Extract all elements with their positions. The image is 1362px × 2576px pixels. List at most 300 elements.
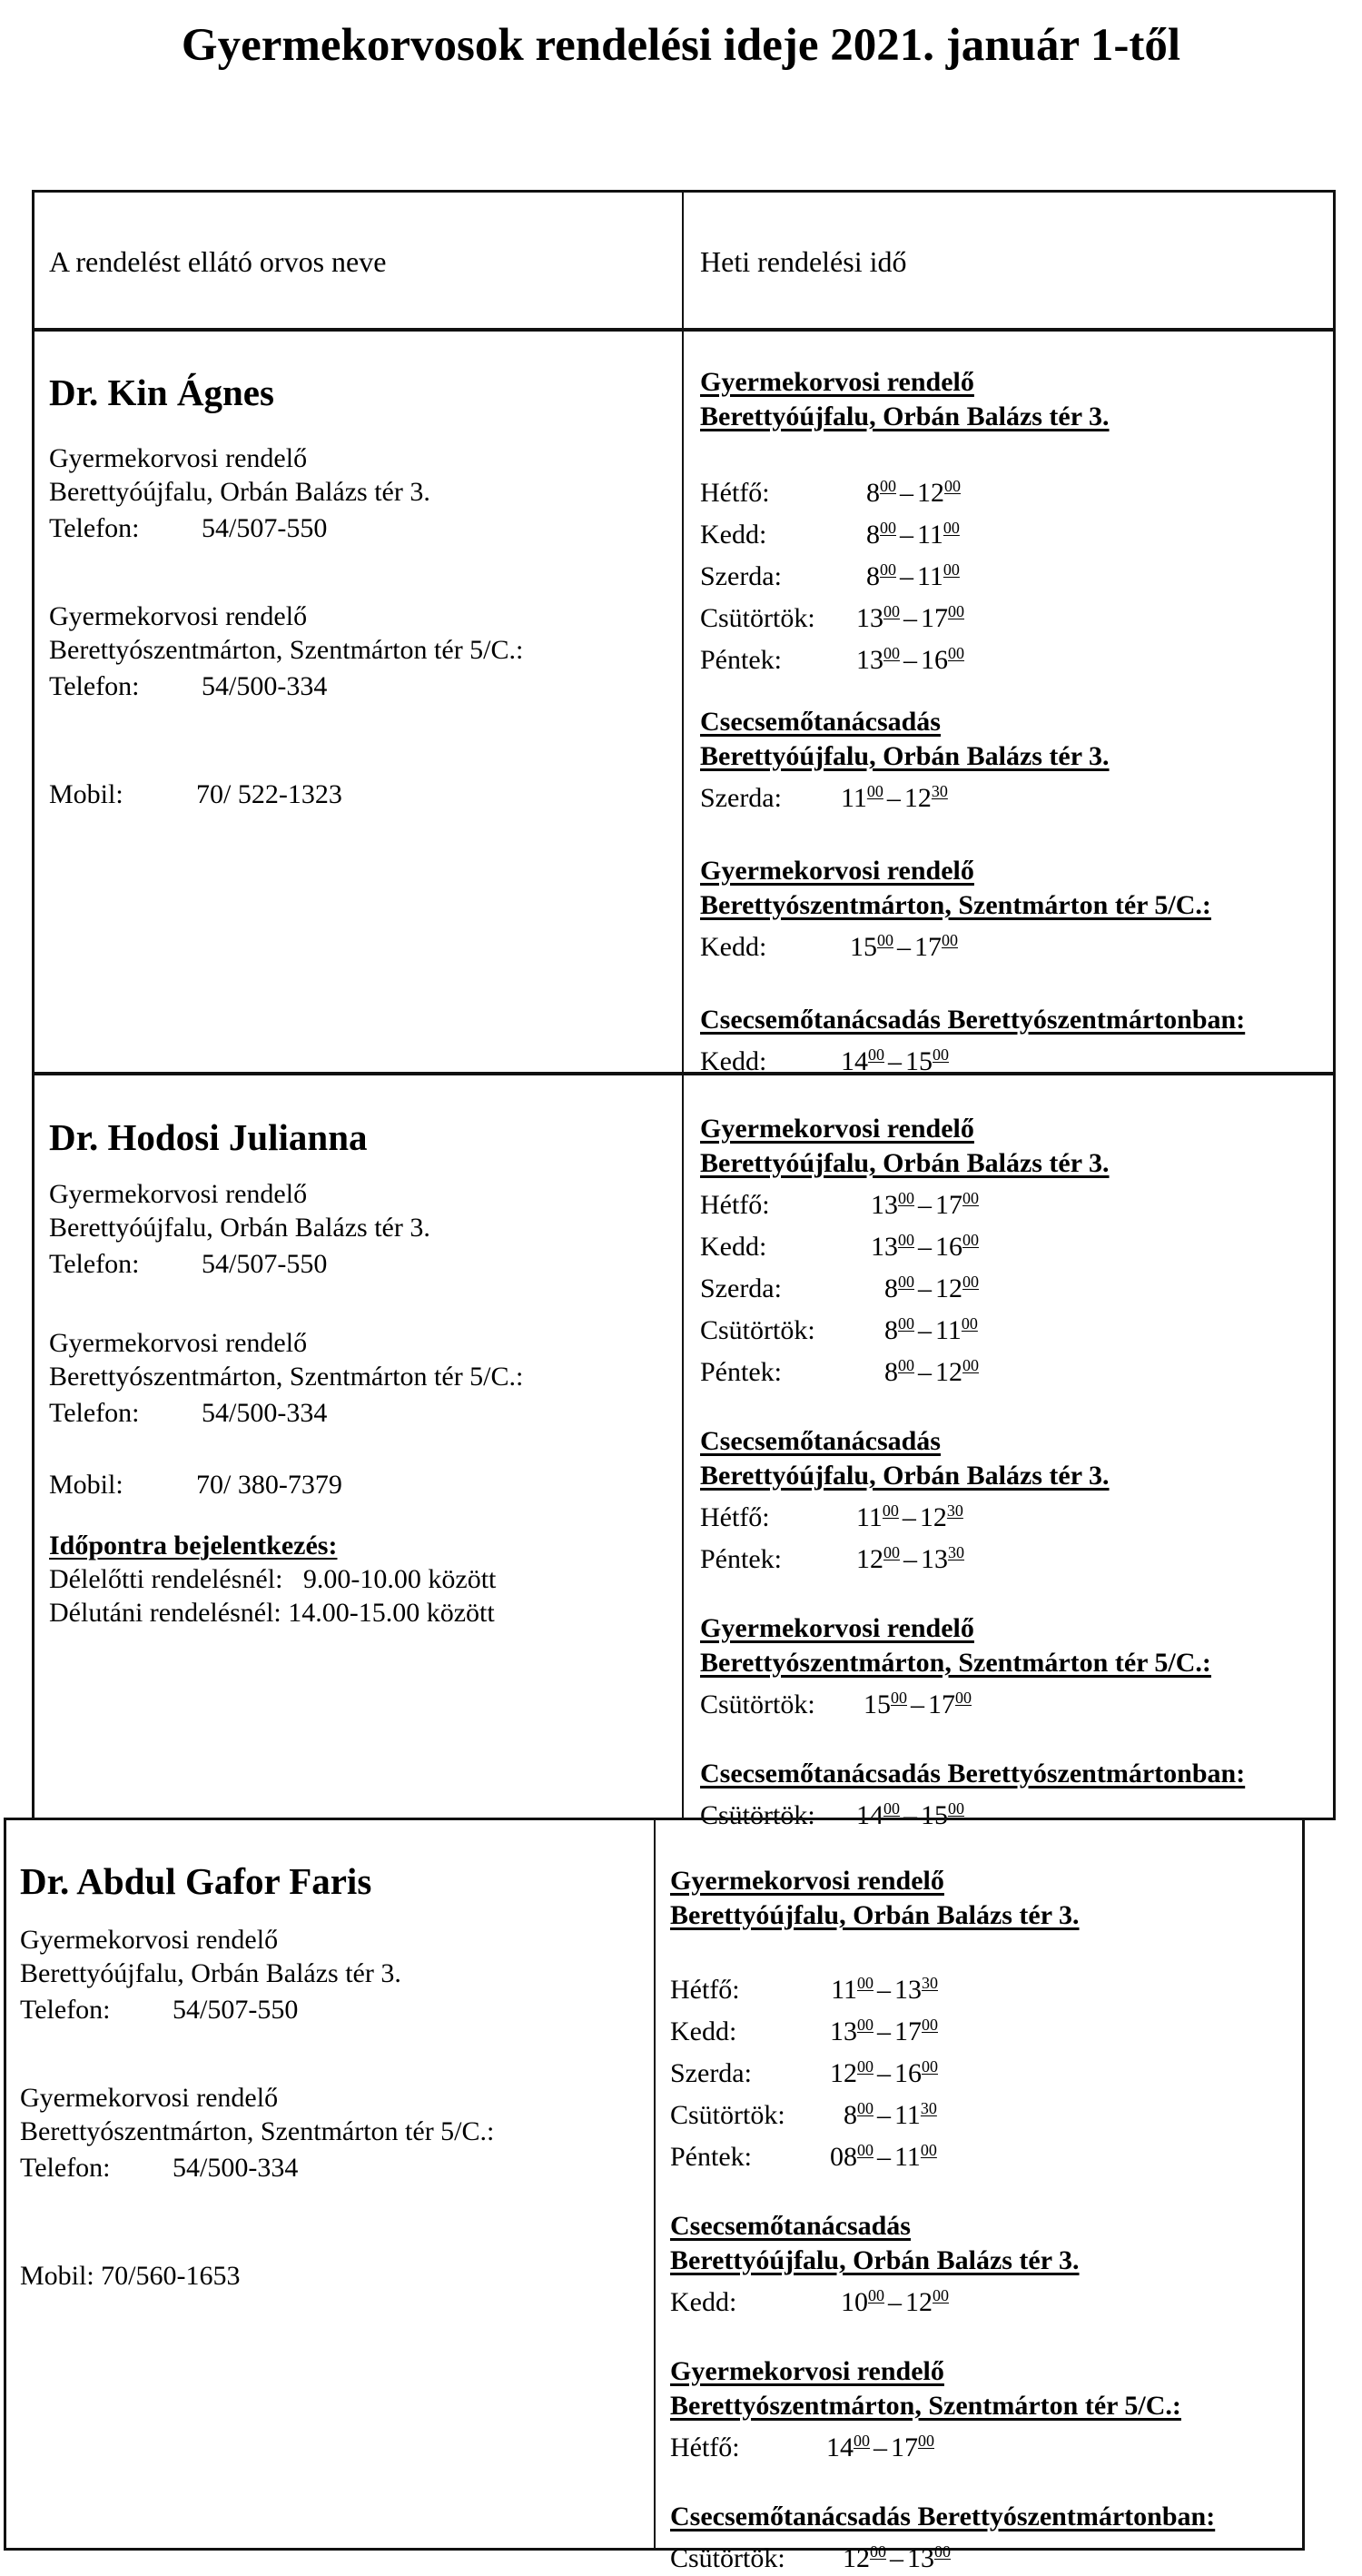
start-minute: 00 [883,1799,900,1818]
start-minute: 00 [857,2016,873,2034]
appointment-line: Délelőtti rendelésnél: 9.00-10.00 között [49,1564,497,1594]
schedule-day: Csütörtök: [700,1315,815,1345]
phone-line [49,667,676,707]
schedule-row [670,1966,1297,2007]
start-hour: 14 [841,1046,868,1076]
schedule-end [914,923,958,965]
schedule-start [856,1348,914,1390]
schedule-rows [700,1680,1327,1722]
end-hour: 16 [935,1232,962,1262]
start-minute: 00 [883,1543,900,1561]
schedule-day: Szerda: [700,1273,782,1303]
start-hour: 8 [866,520,880,550]
schedule-start [856,1181,914,1223]
mobile-number: 70/ 380-7379 [196,1470,342,1500]
mobile-number: 70/ 522-1323 [196,779,342,809]
range-dash: – [918,1357,932,1387]
end-minute: 00 [944,477,961,495]
end-hour: 16 [921,645,948,675]
column-divider-upper [682,190,684,1820]
schedule-row [700,1223,1327,1264]
start-hour: 8 [884,1273,898,1303]
range-dash: – [886,783,901,813]
schedule-heading: Gyermekorvosi rendelő [700,367,974,397]
end-hour: 17 [914,932,942,962]
end-minute: 00 [920,2141,937,2159]
schedule-start [815,2049,873,2091]
range-dash: – [918,1232,932,1262]
end-minute: 00 [933,1045,949,1064]
end-minute: 00 [933,2286,949,2304]
schedule-row [700,1535,1327,1577]
phone-number: 54/500-334 [173,2153,299,2183]
schedule-day: Péntek: [700,1544,782,1574]
start-minute: 00 [870,2542,886,2561]
range-dash: – [873,2432,887,2462]
schedule-start [815,2091,873,2133]
start-hour: 14 [826,2432,854,2462]
schedule-end [935,1306,978,1348]
mobile-label: Mobil: [49,779,123,809]
range-dash: – [900,561,913,591]
schedule-day: Hétfő: [670,2432,740,2462]
start-minute: 00 [868,2286,884,2304]
schedule-heading: Csecsemőtanácsadás Berettyószentmártonban: [700,1005,1246,1035]
schedule-row [700,1306,1327,1348]
start-minute: 00 [857,2057,873,2076]
phone-label: Telefon: [20,1995,111,2025]
end-hour: 17 [928,1689,955,1719]
schedule-day: Hétfő: [700,1502,770,1532]
end-hour: 12 [935,1273,962,1303]
schedule-heading: Gyermekorvosi rendelő [670,2356,944,2386]
schedule-end [905,1037,949,1079]
location-label: Gyermekorvosi rendelő [49,443,308,473]
schedule-day: Kedd: [700,1046,767,1076]
schedule-row [700,1264,1327,1306]
schedule-heading: Gyermekorvosi rendelő [700,856,974,886]
schedule-heading: Berettyószentmárton, Szentmárton tér 5/C.: [700,890,1211,920]
mobile-line [49,1468,676,1501]
schedule-row [700,774,1327,816]
schedule-heading: Gyermekorvosi rendelő [700,1613,974,1643]
phone-label: Telefon: [49,671,140,701]
end-minute: 30 [931,782,948,800]
schedule-start [826,2423,870,2465]
schedule-row [700,923,1327,965]
schedule-end [935,1181,979,1223]
end-hour: 13 [894,1975,922,2005]
schedule-rows [700,923,1327,965]
schedule-row [670,2049,1297,2091]
schedule-day: Csütörtök: [670,2100,785,2130]
schedule-heading: Gyermekorvosi rendelő [670,1866,944,1896]
schedule-heading: Berettyószentmárton, Szentmárton tér 5/C.: [700,1648,1211,1678]
schedule-rows [700,1181,1327,1390]
end-minute: 00 [922,2057,938,2076]
start-minute: 00 [880,560,896,579]
schedule-start [826,2278,884,2320]
schedule-row [700,552,1327,594]
end-minute: 30 [922,1974,938,1992]
schedule-row [700,1493,1327,1535]
schedule-day: Péntek: [700,645,782,675]
end-minute: 00 [943,560,960,579]
schedule-day: Péntek: [700,1357,782,1387]
end-hour: 12 [905,2287,933,2317]
end-minute: 00 [962,1189,979,1207]
schedule-start [856,1535,900,1577]
appointment-line: Délutáni rendelésnél: 14.00-15.00 között [49,1598,495,1628]
schedule-heading: Gyermekorvosi rendelő [700,1114,974,1144]
end-hour: 17 [891,2432,918,2462]
schedule-row [700,636,1327,678]
schedule-day: Csütörtök: [700,603,815,633]
schedule-day: Kedd: [670,2016,737,2046]
doctor-name: Dr. Kin Ágnes [49,372,274,413]
schedule-heading: Berettyóújfalu, Orbán Balázs tér 3. [700,401,1110,431]
start-minute: 00 [891,1689,907,1707]
doctor-info-cell [20,1859,646,2293]
end-minute: 30 [948,1543,964,1561]
schedule-end [894,2049,938,2091]
schedule-row [700,594,1327,636]
phone-line [49,509,676,549]
start-minute: 00 [883,602,900,620]
schedule-day: Kedd: [670,2287,737,2317]
schedule-start [843,2534,886,2576]
range-dash: – [911,1689,924,1719]
phone-line [49,1393,676,1433]
end-hour: 15 [905,1046,933,1076]
end-minute: 00 [918,2432,934,2450]
schedule-row [670,2091,1297,2133]
schedule-day: Hétfő: [670,1975,740,2005]
schedule-rows [670,2423,1297,2465]
schedule-start [815,2133,873,2175]
range-dash: – [888,1046,902,1076]
end-minute: 00 [955,1689,972,1707]
phone-number: 54/500-334 [202,1398,328,1428]
start-hour: 12 [856,1544,883,1574]
schedule-rows [700,469,1327,678]
start-minute: 00 [883,644,900,662]
end-hour: 11 [917,561,943,591]
start-hour: 13 [871,1190,898,1220]
end-minute: 00 [942,931,958,949]
schedule-end [921,1535,964,1577]
schedule-day: Hétfő: [700,478,770,508]
end-minute: 00 [962,1356,979,1374]
start-hour: 8 [844,2100,857,2130]
schedule-row [700,469,1327,510]
schedule-end [904,774,948,816]
range-dash: – [902,1502,916,1532]
schedule-row [700,1037,1327,1079]
start-minute: 00 [857,1974,873,1992]
schedule-heading: Csecsemőtanácsadás [700,1426,941,1456]
schedule-day: Szerda: [670,2058,752,2088]
schedule-end [921,636,964,678]
schedule-row [700,1680,1327,1722]
phone-label: Telefon: [49,1249,140,1279]
end-minute: 00 [948,644,964,662]
end-hour: 13 [921,1544,948,1574]
range-dash: – [903,645,917,675]
appointment-heading: Időpontra bejelentkezés: [49,1531,338,1560]
end-hour: 11 [894,2100,921,2130]
end-hour: 11 [935,1315,962,1345]
location-address: Berettyóújfalu, Orbán Balázs tér 3. [20,1958,401,1988]
end-hour: 12 [935,1357,962,1387]
start-minute: 00 [898,1273,914,1291]
schedule-row [700,1181,1327,1223]
start-hour: 15 [850,932,877,962]
schedule-end [894,2133,937,2175]
schedule-start [864,1680,907,1722]
schedule-end [935,1264,979,1306]
start-minute: 00 [898,1356,914,1374]
end-minute: 00 [962,1231,979,1249]
start-hour: 12 [830,2058,857,2088]
schedule-day: Csütörtök: [670,2543,785,2573]
end-minute: 00 [948,602,964,620]
schedule-start [856,594,900,636]
mobile-line: Mobil: 70/560-1653 [20,2261,241,2291]
start-hour: 8 [884,1357,898,1387]
start-minute: 00 [866,782,883,800]
phone-label: Telefon: [49,1398,140,1428]
phone-line [20,1990,646,2030]
column-divider-lower [654,1818,656,2551]
range-dash: – [877,2016,891,2046]
start-hour: 12 [843,2543,870,2573]
schedule-heading: Berettyóújfalu, Orbán Balázs tér 3. [670,2245,1080,2275]
schedule-end [894,1966,938,2007]
doctor-name: Dr. Abdul Gafor Faris [20,1860,372,1902]
range-dash: – [890,2543,903,2573]
range-dash: – [897,932,911,962]
end-minute: 00 [943,519,960,537]
schedule-end [917,510,960,552]
schedule-end [921,594,964,636]
schedule-day: Kedd: [700,1232,767,1262]
end-hour: 11 [917,520,943,550]
end-hour: 16 [894,2058,922,2088]
start-hour: 13 [856,645,883,675]
schedule-start [856,469,896,510]
schedule-row [670,2007,1297,2049]
schedule-heading: Berettyóújfalu, Orbán Balázs tér 3. [700,1148,1110,1178]
end-hour: 12 [917,478,944,508]
range-dash: – [918,1190,932,1220]
schedule-start [841,774,883,816]
start-minute: 00 [854,2432,870,2450]
schedule-start [856,510,896,552]
phone-number: 54/500-334 [202,671,328,701]
schedule-row [670,2133,1297,2175]
schedule-rows [700,1037,1327,1079]
schedule-end [907,2534,951,2576]
schedule-heading: Berettyóújfalu, Orbán Balázs tér 3. [700,741,1110,771]
start-minute: 00 [868,1045,884,1064]
schedule-day: Péntek: [670,2142,752,2172]
start-minute: 00 [880,519,896,537]
end-hour: 17 [921,603,948,633]
schedule-end [894,2091,937,2133]
page-title: Gyermekorvosok rendelési ideje 2021. január 1-től [181,20,1181,71]
start-minute: 00 [857,2099,873,2117]
end-hour: 17 [894,2016,922,2046]
schedule-heading: Csecsemőtanácsadás [670,2211,911,2241]
schedule-rows [700,1493,1327,1577]
start-hour: 10 [841,2287,868,2317]
start-hour: 11 [856,1502,883,1532]
start-minute: 00 [898,1189,914,1207]
schedule-start [856,1493,899,1535]
end-minute: 30 [946,1501,963,1520]
schedule-day: Csütörtök: [700,1689,815,1719]
start-minute: 00 [898,1231,914,1249]
end-hour: 11 [894,2142,921,2172]
phone-number: 54/507-550 [202,1249,328,1279]
end-minute: 30 [920,2099,937,2117]
location-label: Gyermekorvosi rendelő [49,601,308,631]
end-minute: 00 [934,2542,951,2561]
schedule-end [935,1348,979,1390]
schedule-day: Hétfő: [700,1190,770,1220]
location-label: Gyermekorvosi rendelő [49,1179,308,1209]
end-minute: 00 [948,1799,964,1818]
schedule-day: Szerda: [700,561,782,591]
range-dash: – [877,1975,891,2005]
schedule-end [917,469,961,510]
schedule-row [670,2278,1297,2320]
header-doctor-name [49,243,386,280]
schedule-end [905,2278,949,2320]
header-weekly-hours-text: Heti rendelési idő [700,245,907,278]
start-hour: 11 [831,1975,857,2005]
schedule-start [815,1966,873,2007]
range-dash: – [888,2287,902,2317]
schedule-heading: Csecsemőtanácsadás Berettyószentmártonban: [700,1759,1246,1788]
schedule-end [917,552,960,594]
schedule-start [856,1264,914,1306]
schedule-end [935,1223,979,1264]
schedule-start [856,1306,914,1348]
range-dash: – [903,1800,917,1830]
end-minute: 00 [922,2016,938,2034]
start-minute: 00 [882,1501,899,1520]
end-hour: 12 [919,1502,947,1532]
doctor-name: Dr. Hodosi Julianna [49,1116,368,1158]
schedule-rows [670,2534,1297,2576]
doctor-info-cell [49,371,676,811]
schedule-row [670,2534,1297,2576]
schedule-end [928,1680,972,1722]
start-hour: 08 [830,2142,857,2172]
start-hour: 13 [856,603,883,633]
end-minute: 00 [962,1273,979,1291]
start-hour: 11 [841,783,867,813]
start-minute: 00 [857,2141,873,2159]
mobile-label: Mobil: [49,1470,123,1500]
schedule-heading: Csecsemőtanácsadás [700,707,941,737]
location-address: Berettyószentmárton, Szentmárton tér 5/C.: [49,1362,524,1392]
start-minute: 00 [898,1314,914,1333]
end-hour: 17 [935,1190,962,1220]
schedule-day: Kedd: [700,932,767,962]
schedule-cell [700,365,1327,1079]
schedule-row [670,2423,1297,2465]
schedule-cell [670,1864,1297,2576]
phone-label: Telefon: [20,2153,111,2183]
phone-label: Telefon: [49,513,140,543]
range-dash: – [877,2142,891,2172]
range-dash: – [903,603,917,633]
start-hour: 8 [866,478,880,508]
start-hour: 8 [866,561,880,591]
end-hour: 15 [921,1800,948,1830]
schedule-start [856,636,900,678]
range-dash: – [877,2058,891,2088]
header-weekly-hours [700,243,906,280]
start-hour: 14 [856,1800,883,1830]
schedule-end [920,1493,963,1535]
start-hour: 13 [830,2016,857,2046]
range-dash: – [900,520,913,550]
location-label: Gyermekorvosi rendelő [49,1328,308,1358]
location-label: Gyermekorvosi rendelő [20,1925,279,1955]
schedule-start [856,1223,914,1264]
location-address: Berettyószentmárton, Szentmárton tér 5/C.: [20,2116,495,2146]
end-hour: 12 [903,783,932,813]
header-divider [32,328,1336,332]
range-dash: – [903,1544,917,1574]
schedule-start [815,2007,873,2049]
schedule-day: Csütörtök: [700,1800,815,1830]
schedule-rows [700,774,1327,816]
schedule-day: Szerda: [700,783,782,813]
start-minute: 00 [877,931,893,949]
schedule-end [891,2423,934,2465]
phone-line [49,1244,676,1284]
end-hour: 13 [907,2543,934,2573]
schedule-rows [670,2278,1297,2320]
schedule-end [894,2007,938,2049]
location-label: Gyermekorvosi rendelő [20,2083,279,2113]
header-doctor-name-text: A rendelést ellátó orvos neve [49,245,387,278]
range-dash: – [918,1273,932,1303]
schedule-start [856,552,896,594]
range-dash: – [900,478,913,508]
phone-number: 54/507-550 [173,1995,299,2025]
phone-line [20,2148,646,2188]
start-minute: 00 [880,477,896,495]
schedule-row [700,510,1327,552]
location-address: Berettyóújfalu, Orbán Balázs tér 3. [49,1213,430,1243]
end-minute: 00 [961,1314,978,1333]
schedule-cell [700,1112,1327,1833]
schedule-day: Kedd: [700,520,767,550]
start-hour: 8 [884,1315,898,1345]
start-hour: 15 [864,1689,891,1719]
schedule-heading: Berettyóújfalu, Orbán Balázs tér 3. [670,1900,1080,1930]
schedule-heading: Berettyóújfalu, Orbán Balázs tér 3. [700,1461,1110,1491]
schedule-rows [670,1966,1297,2175]
mobile-line [49,778,676,811]
schedule-heading: Csecsemőtanácsadás Berettyószentmártonban: [670,2502,1216,2531]
